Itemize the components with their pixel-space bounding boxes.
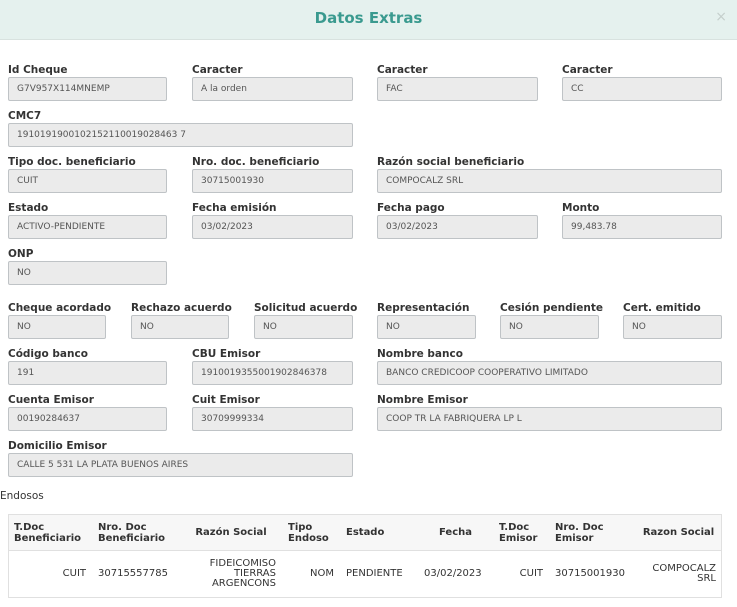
- cmc7-label: CMC7: [8, 110, 42, 122]
- estado-label: Estado: [8, 202, 49, 214]
- caracter-2-field[interactable]: FAC: [377, 77, 538, 101]
- nro-doc-beneficiario-label: Nro. doc. beneficiario: [192, 156, 320, 168]
- id-cheque-label: Id Cheque: [8, 64, 68, 76]
- representacion-label: Representación: [377, 302, 470, 314]
- fecha-emision-field[interactable]: 03/02/2023: [192, 215, 353, 239]
- cell-estado: PENDIENTE: [340, 551, 418, 598]
- cbu-emisor-field[interactable]: 1910019355001902846378: [192, 361, 353, 385]
- col-tdoc-beneficiario[interactable]: T.Doc Beneficiario: [8, 515, 92, 551]
- domicilio-emisor-label: Domicilio Emisor: [8, 440, 107, 452]
- caracter-3-label: Caracter: [562, 64, 613, 76]
- onp-label: ONP: [8, 248, 34, 260]
- rechazo-acuerdo-label: Rechazo acuerdo: [131, 302, 232, 314]
- col-tdoc-emisor[interactable]: T.Doc Emisor: [493, 515, 549, 551]
- cuit-emisor-field[interactable]: 30709999334: [192, 407, 353, 431]
- cell-razon-social: FIDEICOMISO TIERRAS ARGENCONS: [180, 551, 282, 598]
- cesion-pendiente-field[interactable]: NO: [500, 315, 599, 339]
- solicitud-acuerdo-field[interactable]: NO: [254, 315, 353, 339]
- cert-emitido-field[interactable]: NO: [623, 315, 722, 339]
- fecha-pago-field[interactable]: 03/02/2023: [377, 215, 538, 239]
- col-fecha[interactable]: Fecha: [418, 515, 493, 551]
- monto-label: Monto: [562, 202, 600, 214]
- nombre-emisor-label: Nombre Emisor: [377, 394, 468, 406]
- col-razon-social-emisor[interactable]: Razon Social: [635, 515, 722, 551]
- estado-field[interactable]: ACTIVO-PENDIENTE: [8, 215, 167, 239]
- domicilio-emisor-field[interactable]: CALLE 5 531 LA PLATA BUENOS AIRES: [8, 453, 353, 477]
- cheque-acordado-label: Cheque acordado: [8, 302, 112, 314]
- cell-tdoc-beneficiario: CUIT: [8, 551, 92, 598]
- caracter-2-label: Caracter: [377, 64, 428, 76]
- modal-title: Datos Extras: [314, 9, 423, 27]
- table-row[interactable]: [8, 551, 722, 598]
- cell-nro-doc-beneficiario: 30715557785: [92, 551, 180, 598]
- nombre-banco-label: Nombre banco: [377, 348, 463, 360]
- endosos-header-row: [8, 515, 722, 551]
- cuit-emisor-label: Cuit Emisor: [192, 394, 260, 406]
- nro-doc-beneficiario-field[interactable]: 30715001930: [192, 169, 353, 193]
- rechazo-acuerdo-field[interactable]: NO: [131, 315, 229, 339]
- monto-field[interactable]: 99,483.78: [562, 215, 722, 239]
- cell-fecha: 03/02/2023: [418, 551, 493, 598]
- solicitud-acuerdo-label: Solicitud acuerdo: [254, 302, 358, 314]
- col-tipo-endoso[interactable]: Tipo Endoso: [282, 515, 340, 551]
- cheque-acordado-field[interactable]: NO: [8, 315, 106, 339]
- codigo-banco-label: Código banco: [8, 348, 88, 360]
- caracter-1-label: Caracter: [192, 64, 243, 76]
- nombre-emisor-field[interactable]: COOP TR LA FABRIQUERA LP L: [377, 407, 722, 431]
- cmc7-field[interactable]: 1910191900102152110019028463 7: [8, 123, 353, 147]
- cuenta-emisor-field[interactable]: 00190284637: [8, 407, 167, 431]
- cell-razon-social-emisor: COMPOCALZ SRL: [635, 551, 722, 598]
- col-estado[interactable]: Estado: [340, 515, 418, 551]
- cesion-pendiente-label: Cesión pendiente: [500, 302, 603, 314]
- cell-tipo-endoso: NOM: [282, 551, 340, 598]
- col-nro-doc-beneficiario[interactable]: Nro. Doc Beneficiario: [92, 515, 180, 551]
- endosos-table: [8, 514, 722, 598]
- col-nro-doc-emisor[interactable]: Nro. Doc Emisor: [549, 515, 635, 551]
- id-cheque-field[interactable]: G7V957X114MNEMP: [8, 77, 167, 101]
- razon-social-beneficiario-field[interactable]: COMPOCALZ SRL: [377, 169, 722, 193]
- cell-tdoc-emisor: CUIT: [493, 551, 549, 598]
- cbu-emisor-label: CBU Emisor: [192, 348, 261, 360]
- cert-emitido-label: Cert. emitido: [623, 302, 701, 314]
- representacion-field[interactable]: NO: [377, 315, 476, 339]
- nombre-banco-field[interactable]: BANCO CREDICOOP COOPERATIVO LIMITADO: [377, 361, 722, 385]
- tipo-doc-beneficiario-label: Tipo doc. beneficiario: [8, 156, 136, 168]
- fecha-emision-label: Fecha emisión: [192, 202, 277, 214]
- fecha-pago-label: Fecha pago: [377, 202, 445, 214]
- endosos-title: Endosos: [0, 490, 44, 502]
- cell-nro-doc-emisor: 30715001930: [549, 551, 635, 598]
- caracter-3-field[interactable]: CC: [562, 77, 722, 101]
- codigo-banco-field[interactable]: 191: [8, 361, 167, 385]
- caracter-1-field[interactable]: A la orden: [192, 77, 353, 101]
- col-razon-social[interactable]: Razón Social: [180, 515, 282, 551]
- close-icon[interactable]: ×: [715, 9, 727, 25]
- modal-header: [0, 0, 737, 40]
- tipo-doc-beneficiario-field[interactable]: CUIT: [8, 169, 167, 193]
- cuenta-emisor-label: Cuenta Emisor: [8, 394, 94, 406]
- razon-social-beneficiario-label: Razón social beneficiario: [377, 156, 525, 168]
- onp-field[interactable]: NO: [8, 261, 167, 285]
